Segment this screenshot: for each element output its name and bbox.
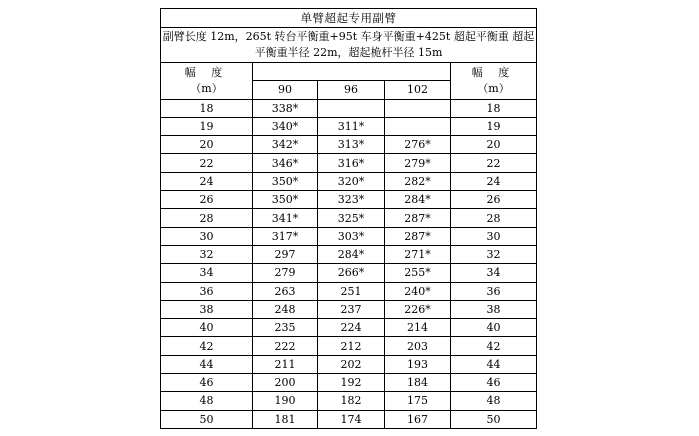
radius-right-cell: 30 bbox=[451, 227, 537, 245]
capacity-96-cell: 237 bbox=[318, 300, 385, 318]
radius-cell: 38 bbox=[161, 300, 253, 318]
table-row bbox=[161, 264, 537, 282]
capacity-102-cell: 279* bbox=[385, 154, 451, 172]
capacity-90-cell: 211 bbox=[253, 355, 318, 373]
header-row bbox=[161, 63, 537, 81]
table-row bbox=[161, 99, 537, 117]
capacity-102-cell: 240* bbox=[385, 282, 451, 300]
radius-right-cell: 20 bbox=[451, 136, 537, 154]
load-chart-sheet bbox=[160, 8, 536, 429]
radius-cell: 32 bbox=[161, 245, 253, 263]
capacity-102-cell: 282* bbox=[385, 172, 451, 190]
table-row bbox=[161, 191, 537, 209]
capacity-96-cell: 174 bbox=[318, 410, 385, 428]
capacity-90-cell: 317* bbox=[253, 227, 318, 245]
radius-header-left bbox=[161, 63, 253, 100]
table-row bbox=[161, 319, 537, 337]
capacity-90-cell: 341* bbox=[253, 209, 318, 227]
capacity-96-cell: 320* bbox=[318, 172, 385, 190]
load-chart-table bbox=[160, 8, 537, 429]
radius-right-cell: 34 bbox=[451, 264, 537, 282]
capacity-90-cell: 263 bbox=[253, 282, 318, 300]
capacity-96-cell: 323* bbox=[318, 191, 385, 209]
capacity-102-cell: 276* bbox=[385, 136, 451, 154]
radius-header-left-line2: （m） bbox=[190, 81, 223, 95]
capacity-90-cell: 346* bbox=[253, 154, 318, 172]
radius-cell: 19 bbox=[161, 117, 253, 135]
capacity-96-cell bbox=[318, 99, 385, 117]
table-row bbox=[161, 282, 537, 300]
radius-right-cell: 36 bbox=[451, 282, 537, 300]
radius-cell: 40 bbox=[161, 319, 253, 337]
capacity-102-cell: 287* bbox=[385, 209, 451, 227]
boom-length-102: 102 bbox=[385, 81, 451, 99]
radius-right-cell: 40 bbox=[451, 319, 537, 337]
capacity-96-cell: 224 bbox=[318, 319, 385, 337]
table-row bbox=[161, 245, 537, 263]
capacity-90-cell: 181 bbox=[253, 410, 318, 428]
radius-right-cell: 26 bbox=[451, 191, 537, 209]
radius-cell: 24 bbox=[161, 172, 253, 190]
table-description: 副臂长度 12m，265t 转台平衡重+95t 车身平衡重+425t 超起平衡重 超起平衡重半径 22m，超起桅杆半径 15m bbox=[161, 28, 537, 63]
radius-cell: 28 bbox=[161, 209, 253, 227]
capacity-102-cell bbox=[385, 117, 451, 135]
boom-length-group-header bbox=[253, 63, 451, 81]
capacity-90-cell: 340* bbox=[253, 117, 318, 135]
table-row bbox=[161, 117, 537, 135]
capacity-102-cell: 203 bbox=[385, 337, 451, 355]
table-row bbox=[161, 172, 537, 190]
capacity-96-cell: 325* bbox=[318, 209, 385, 227]
capacity-96-cell: 182 bbox=[318, 392, 385, 410]
radius-right-cell: 38 bbox=[451, 300, 537, 318]
radius-header-right-line2: （m） bbox=[477, 81, 510, 95]
radius-cell: 46 bbox=[161, 374, 253, 392]
table-row bbox=[161, 392, 537, 410]
table-row bbox=[161, 410, 537, 428]
radius-cell: 30 bbox=[161, 227, 253, 245]
capacity-90-cell: 200 bbox=[253, 374, 318, 392]
radius-right-cell: 28 bbox=[451, 209, 537, 227]
radius-right-cell: 42 bbox=[451, 337, 537, 355]
title-row bbox=[161, 9, 537, 28]
capacity-96-cell: 266* bbox=[318, 264, 385, 282]
radius-cell: 20 bbox=[161, 136, 253, 154]
radius-right-cell: 46 bbox=[451, 374, 537, 392]
radius-right-cell: 18 bbox=[451, 99, 537, 117]
radius-right-cell: 24 bbox=[451, 172, 537, 190]
table-row bbox=[161, 227, 537, 245]
capacity-102-cell: 175 bbox=[385, 392, 451, 410]
table-row bbox=[161, 300, 537, 318]
radius-cell: 48 bbox=[161, 392, 253, 410]
capacity-90-cell: 350* bbox=[253, 172, 318, 190]
capacity-96-cell: 212 bbox=[318, 337, 385, 355]
radius-cell: 22 bbox=[161, 154, 253, 172]
capacity-90-cell: 235 bbox=[253, 319, 318, 337]
capacity-90-cell: 297 bbox=[253, 245, 318, 263]
capacity-102-cell: 287* bbox=[385, 227, 451, 245]
capacity-96-cell: 284* bbox=[318, 245, 385, 263]
table-row bbox=[161, 374, 537, 392]
capacity-96-cell: 303* bbox=[318, 227, 385, 245]
table-title: 单臂超起专用副臂 bbox=[161, 9, 537, 28]
boom-length-96: 96 bbox=[318, 81, 385, 99]
radius-right-cell: 19 bbox=[451, 117, 537, 135]
capacity-90-cell: 350* bbox=[253, 191, 318, 209]
capacity-90-cell: 222 bbox=[253, 337, 318, 355]
radius-right-cell: 44 bbox=[451, 355, 537, 373]
table-row bbox=[161, 355, 537, 373]
radius-right-cell: 50 bbox=[451, 410, 537, 428]
capacity-96-cell: 311* bbox=[318, 117, 385, 135]
radius-right-cell: 22 bbox=[451, 154, 537, 172]
capacity-96-cell: 192 bbox=[318, 374, 385, 392]
table-row bbox=[161, 136, 537, 154]
table-row bbox=[161, 154, 537, 172]
capacity-102-cell: 184 bbox=[385, 374, 451, 392]
capacity-90-cell: 248 bbox=[253, 300, 318, 318]
capacity-90-cell: 338* bbox=[253, 99, 318, 117]
capacity-102-cell: 284* bbox=[385, 191, 451, 209]
radius-header-left-line1: 幅 度 bbox=[184, 65, 229, 79]
capacity-102-cell: 214 bbox=[385, 319, 451, 337]
capacity-102-cell: 167 bbox=[385, 410, 451, 428]
capacity-102-cell: 271* bbox=[385, 245, 451, 263]
capacity-96-cell: 316* bbox=[318, 154, 385, 172]
table-row bbox=[161, 209, 537, 227]
radius-cell: 50 bbox=[161, 410, 253, 428]
radius-cell: 34 bbox=[161, 264, 253, 282]
radius-cell: 42 bbox=[161, 337, 253, 355]
radius-header-right-line1: 幅 度 bbox=[471, 65, 516, 79]
capacity-90-cell: 190 bbox=[253, 392, 318, 410]
description-row bbox=[161, 28, 537, 63]
capacity-102-cell: 255* bbox=[385, 264, 451, 282]
capacity-90-cell: 279 bbox=[253, 264, 318, 282]
radius-right-cell: 48 bbox=[451, 392, 537, 410]
capacity-96-cell: 202 bbox=[318, 355, 385, 373]
radius-cell: 26 bbox=[161, 191, 253, 209]
capacity-96-cell: 313* bbox=[318, 136, 385, 154]
capacity-102-cell bbox=[385, 99, 451, 117]
radius-header-right bbox=[451, 63, 537, 100]
boom-length-90: 90 bbox=[253, 81, 318, 99]
radius-cell: 18 bbox=[161, 99, 253, 117]
table-row bbox=[161, 337, 537, 355]
radius-cell: 44 bbox=[161, 355, 253, 373]
capacity-90-cell: 342* bbox=[253, 136, 318, 154]
radius-cell: 36 bbox=[161, 282, 253, 300]
capacity-102-cell: 193 bbox=[385, 355, 451, 373]
radius-right-cell: 32 bbox=[451, 245, 537, 263]
capacity-96-cell: 251 bbox=[318, 282, 385, 300]
capacity-102-cell: 226* bbox=[385, 300, 451, 318]
